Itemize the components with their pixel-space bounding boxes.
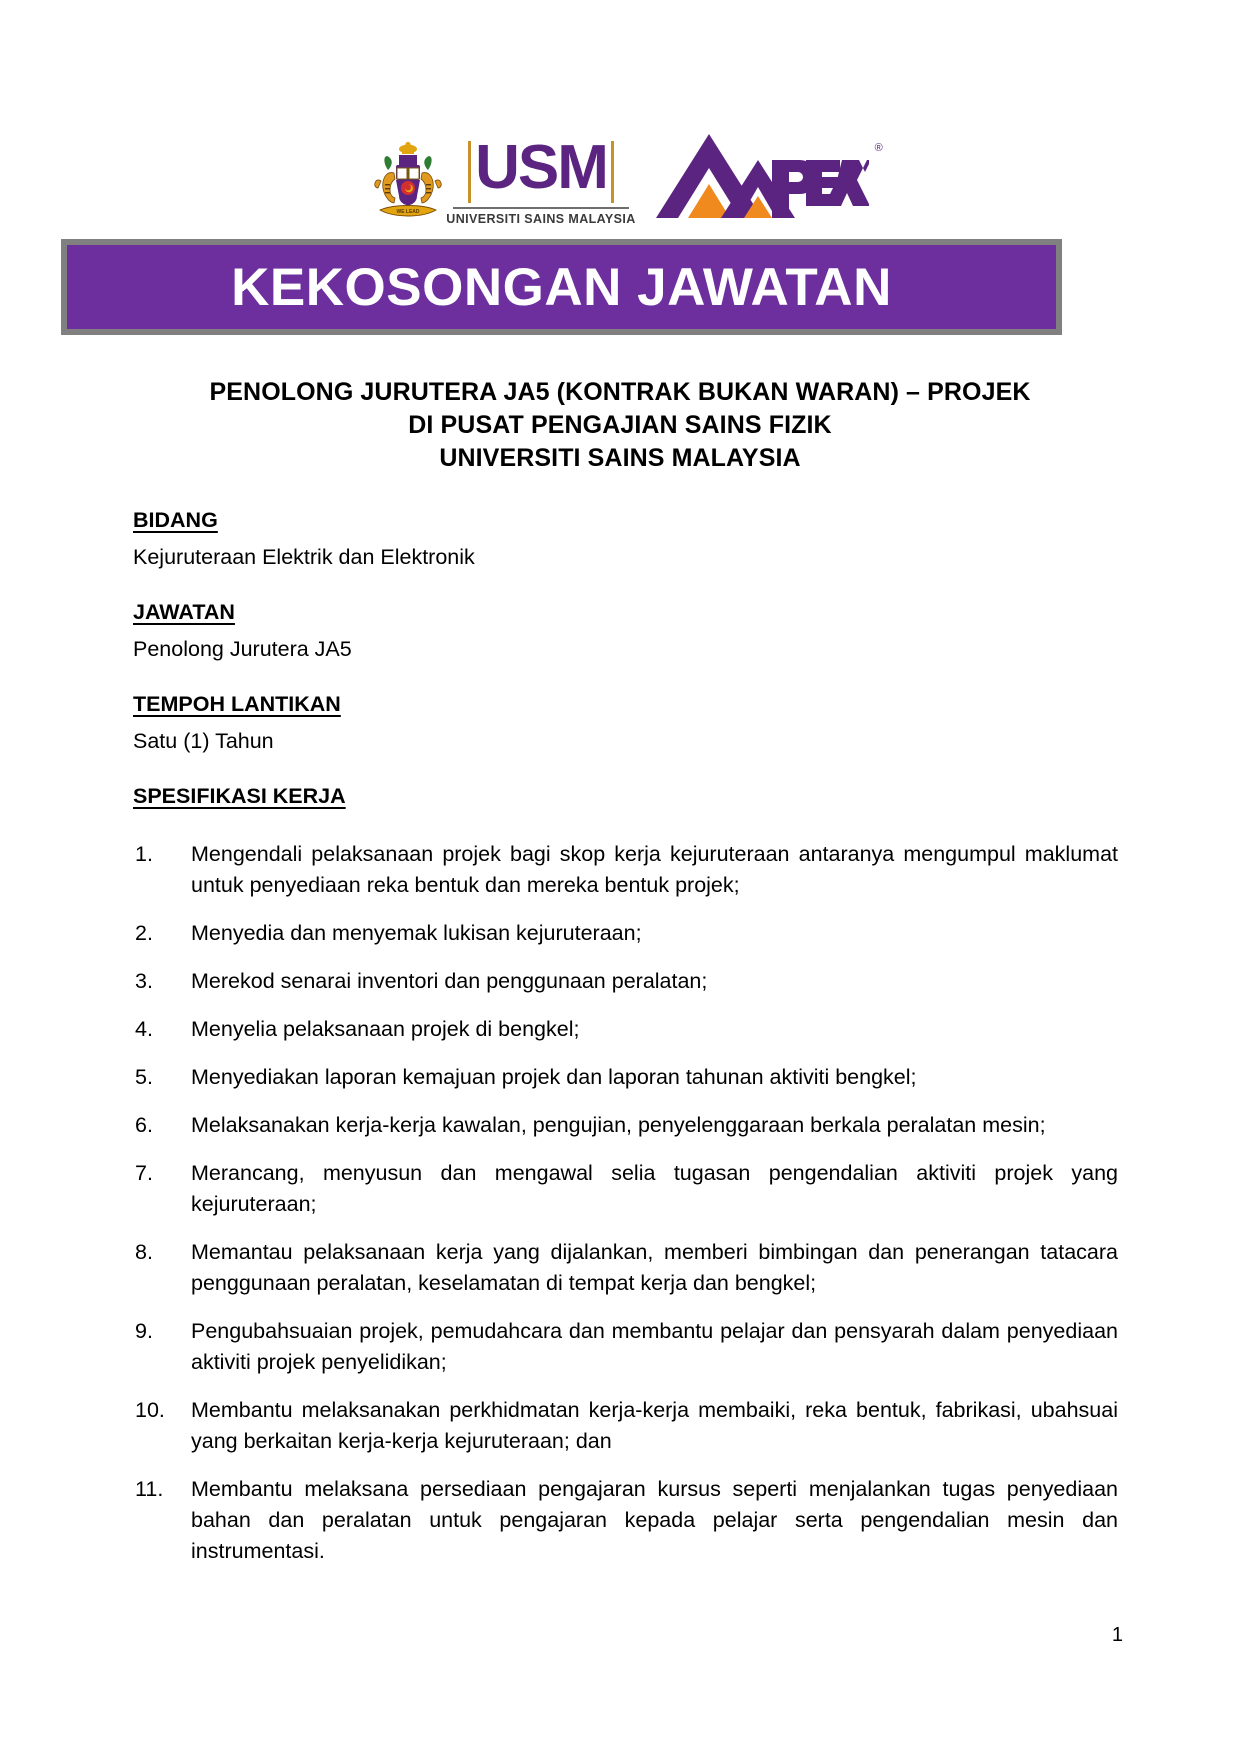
list-item-number: 7. <box>135 1161 153 1185</box>
list-item-number: 5. <box>135 1065 153 1089</box>
page-title <box>130 376 1110 475</box>
apex-triangle-logo-icon <box>654 130 869 222</box>
vacancy-banner-title: KEKOSONGAN JAWATAN <box>231 257 892 317</box>
list-item-number: 3. <box>135 969 153 993</box>
page-title-line-3: UNIVERSITI SAINS MALAYSIA <box>439 444 801 472</box>
list-item-number: 9. <box>135 1319 153 1343</box>
section-body-jawatan: Penolong Jurutera JA5 <box>133 637 352 661</box>
list-item <box>133 1316 1118 1378</box>
list-item <box>133 839 1118 901</box>
list-item-text: Merekod senarai inventori dan penggunaan peralatan; <box>191 969 708 993</box>
page-title-line-1: PENOLONG JURUTERA JA5 (KONTRAK BUKAN WARAN) – PROJEK <box>209 378 1031 406</box>
list-item-text: Menyelia pelaksanaan projek di bengkel; <box>191 1017 580 1041</box>
list-item <box>133 1474 1118 1567</box>
list-item-text: Merancang, menyusun dan mengawal selia tugasan pengendalian aktiviti projek yang kejuruteraan; <box>191 1161 1118 1216</box>
list-item <box>133 918 1118 949</box>
list-item-number: 2. <box>135 921 153 945</box>
document-body <box>133 508 1118 1584</box>
list-item-text: Mengendali pelaksanaan projek bagi skop kerja kejuruteraan antaranya mengumpul maklumat untuk penyediaan reka bentuk dan mereka bentuk projek; <box>191 842 1118 897</box>
vacancy-banner-fill <box>67 245 1056 329</box>
list-item <box>133 1395 1118 1457</box>
usm-coat-of-arms-icon <box>372 140 444 226</box>
section-bidang <box>133 508 1118 570</box>
list-item <box>133 1158 1118 1220</box>
spesifikasi-kerja-list <box>133 839 1118 1567</box>
section-heading-spesifikasi-kerja: SPESIFIKASI KERJA <box>133 784 346 808</box>
crest-motto-text: WE LEAD <box>396 209 420 215</box>
list-item-number: 10. <box>135 1398 165 1422</box>
list-item-number: 4. <box>135 1017 153 1041</box>
usm-logo-lockup <box>372 126 635 226</box>
page-title-line-2: DI PUSAT PENGAJIAN SAINS FIZIK <box>408 411 832 439</box>
usm-tagline: UNIVERSITI SAINS MALAYSIA <box>446 212 636 226</box>
list-item-text: Melaksanakan kerja-kerja kawalan, pengujian, penyelenggaraan berkala peralatan mesin; <box>191 1113 1046 1137</box>
apex-registered-mark-icon: ® <box>874 142 883 154</box>
usm-wordmark <box>464 133 618 203</box>
list-item-number: 11. <box>135 1477 164 1501</box>
list-item-number: 6. <box>135 1113 153 1137</box>
list-item-text: Menyedia dan menyemak lukisan kejuruteraan; <box>191 921 642 945</box>
list-item-number: 1. <box>135 842 153 866</box>
section-jawatan <box>133 600 1118 662</box>
section-heading-tempoh-lantikan: TEMPOH LANTIKAN <box>133 692 341 716</box>
list-item <box>133 1110 1118 1141</box>
list-item <box>133 1237 1118 1299</box>
list-item-text: Membantu melaksana persediaan pengajaran kursus seperti menjalankan tugas penyediaan bahan dan peralatan untuk pengajaran kepada pelajar serta pengendalian mesin dan instrumentasi. <box>191 1477 1118 1563</box>
section-body-bidang: Kejuruteraan Elektrik dan Elektronik <box>133 545 475 569</box>
section-heading-bidang: BIDANG <box>133 508 218 532</box>
header-logo-strip <box>0 126 1241 226</box>
section-tempoh-lantikan <box>133 692 1118 754</box>
usm-divider-rule <box>453 207 629 209</box>
list-item <box>133 1014 1118 1045</box>
list-item-number: 8. <box>135 1240 153 1264</box>
section-spesifikasi-kerja <box>133 784 1118 1567</box>
list-item <box>133 1062 1118 1093</box>
apex-logo-lockup <box>654 126 883 226</box>
usm-left-rule <box>468 141 471 203</box>
section-body-tempoh-lantikan: Satu (1) Tahun <box>133 729 274 753</box>
list-item-text: Pengubahsuaian projek, pemudahcara dan membantu pelajar dan pensyarah dalam penyediaan aktiviti projek penyelidikan; <box>191 1319 1118 1374</box>
page-number: 1 <box>1111 1624 1123 1646</box>
list-item-text: Membantu melaksanakan perkhidmatan kerja-kerja membaiki, reka bentuk, fabrikasi, ubahsuai yang berkaitan kerja-kerja kejuruteraan; dan <box>191 1398 1118 1453</box>
list-item-text: Menyediakan laporan kemajuan projek dan laporan tahunan aktiviti bengkel; <box>191 1065 917 1089</box>
list-item <box>133 966 1118 997</box>
list-item-text: Memantau pelaksanaan kerja yang dijalankan, memberi bimbingan dan penerangan tatacara penggunaan peralatan, keselamatan di tempat kerja dan bengkel; <box>191 1240 1118 1295</box>
vacancy-banner <box>61 239 1062 335</box>
usm-right-rule <box>611 141 614 203</box>
usm-wordmark-block <box>446 133 636 226</box>
usm-wordmark-text: USM <box>475 133 607 202</box>
section-heading-jawatan: JAWATAN <box>133 600 235 624</box>
